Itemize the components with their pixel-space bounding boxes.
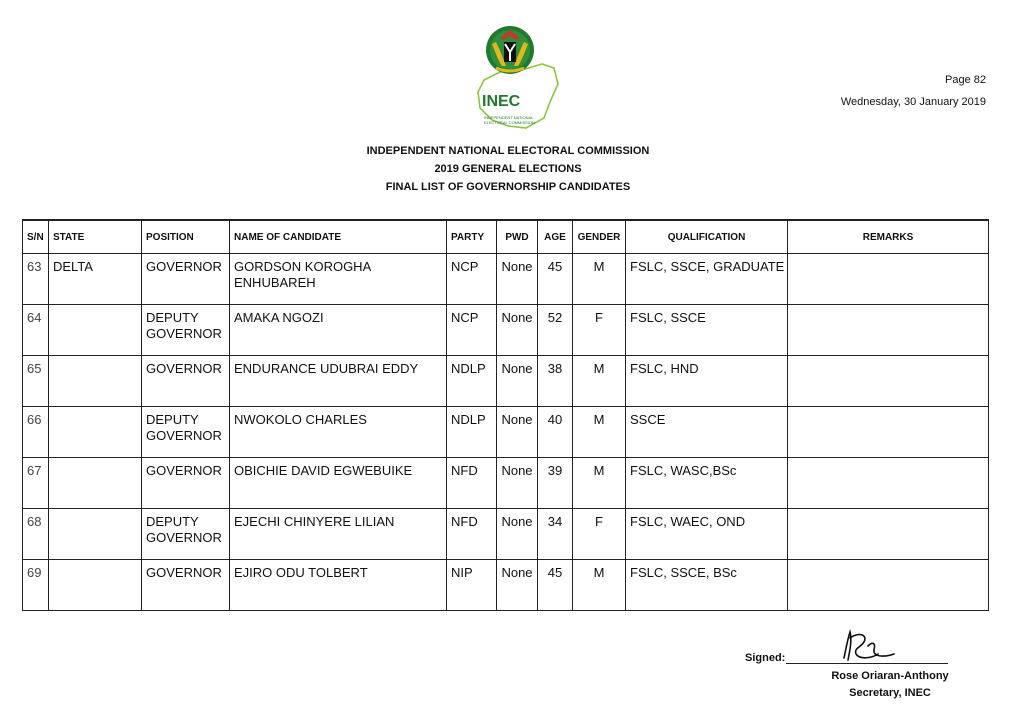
cell-state xyxy=(49,560,142,611)
cell-age: 39 xyxy=(538,458,573,509)
cell-age: 40 xyxy=(538,407,573,458)
cell-remarks xyxy=(788,407,989,458)
cell-age: 45 xyxy=(538,254,573,305)
cell-state: DELTA xyxy=(49,254,142,305)
header-gender: GENDER xyxy=(573,220,626,254)
table-row xyxy=(23,356,989,407)
cell-name: AMAKA NGOZI xyxy=(230,305,447,356)
cell-sn: 65 xyxy=(23,356,49,407)
cell-sn: 63 xyxy=(23,254,49,305)
cell-name: GORDSON KOROGHA ENHUBAREH xyxy=(230,254,447,305)
svg-text:INDEPENDENT NATIONAL: INDEPENDENT NATIONAL xyxy=(484,115,534,120)
cell-qualification: FSLC, SSCE, BSc xyxy=(626,560,788,611)
header-qualification: QUALIFICATION xyxy=(626,220,788,254)
cell-sn: 68 xyxy=(23,509,49,560)
cell-qualification: FSLC, WASC,BSc xyxy=(626,458,788,509)
table-row xyxy=(23,458,989,509)
cell-name: EJECHI CHINYERE LILIAN xyxy=(230,509,447,560)
header-pwd: PWD xyxy=(497,220,538,254)
cell-age: 34 xyxy=(538,509,573,560)
cell-gender: M xyxy=(573,560,626,611)
header-sn: S/N xyxy=(23,220,49,254)
cell-remarks xyxy=(788,509,989,560)
cell-pwd: None xyxy=(497,305,538,356)
cell-age: 52 xyxy=(538,305,573,356)
cell-party: NFD xyxy=(447,458,497,509)
cell-position: DEPUTY GOVERNOR xyxy=(142,305,230,356)
cell-qualification: FSLC, WAEC, OND xyxy=(626,509,788,560)
cell-remarks xyxy=(788,356,989,407)
table-row xyxy=(23,509,989,560)
cell-state xyxy=(49,356,142,407)
page-date: Wednesday, 30 January 2019 xyxy=(840,96,986,108)
cell-party: NCP xyxy=(447,254,497,305)
table-row xyxy=(23,305,989,356)
cell-position: DEPUTY GOVERNOR xyxy=(142,509,230,560)
cell-party: NCP xyxy=(447,305,497,356)
cell-pwd: None xyxy=(497,407,538,458)
candidates-table xyxy=(22,219,989,611)
table-row xyxy=(23,560,989,611)
cell-pwd: None xyxy=(497,254,538,305)
cell-remarks xyxy=(788,305,989,356)
cell-gender: F xyxy=(573,305,626,356)
cell-position: DEPUTY GOVERNOR xyxy=(142,407,230,458)
cell-position: GOVERNOR xyxy=(142,560,230,611)
cell-sn: 69 xyxy=(23,560,49,611)
cell-remarks xyxy=(788,458,989,509)
header-age: AGE xyxy=(538,220,573,254)
title-list: FINAL LIST OF GOVERNORSHIP CANDIDATES xyxy=(385,181,631,193)
header-party: PARTY xyxy=(447,220,497,254)
cell-pwd: None xyxy=(497,458,538,509)
cell-pwd: None xyxy=(497,356,538,407)
cell-gender: M xyxy=(573,407,626,458)
signature-line xyxy=(786,663,948,664)
signer-name: Rose Oriaran-Anthony xyxy=(831,670,949,682)
cell-name: EJIRO ODU TOLBERT xyxy=(230,560,447,611)
cell-name: NWOKOLO CHARLES xyxy=(230,407,447,458)
cell-qualification: SSCE xyxy=(626,407,788,458)
svg-text:INEC: INEC xyxy=(482,93,521,110)
table-row xyxy=(23,407,989,458)
cell-state xyxy=(49,458,142,509)
header-remarks: REMARKS xyxy=(788,220,989,254)
cell-party: NFD xyxy=(447,509,497,560)
cell-position: GOVERNOR xyxy=(142,254,230,305)
cell-name: OBICHIE DAVID EGWEBUIKE xyxy=(230,458,447,509)
cell-pwd: None xyxy=(497,509,538,560)
title-commission: INDEPENDENT NATIONAL ELECTORAL COMMISSION xyxy=(366,145,650,157)
header-position: POSITION xyxy=(142,220,230,254)
header-state: STATE xyxy=(49,220,142,254)
cell-sn: 66 xyxy=(23,407,49,458)
cell-age: 38 xyxy=(538,356,573,407)
handwritten-signature xyxy=(838,628,898,664)
cell-gender: M xyxy=(573,254,626,305)
document-titles xyxy=(0,142,1016,196)
cell-sn: 64 xyxy=(23,305,49,356)
cell-remarks xyxy=(788,560,989,611)
cell-state xyxy=(49,509,142,560)
cell-qualification: FSLC, HND xyxy=(626,356,788,407)
cell-pwd: None xyxy=(497,560,538,611)
svg-text:ELECTORAL COMMISSION: ELECTORAL COMMISSION xyxy=(484,120,535,125)
cell-qualification: FSLC, SSCE xyxy=(626,305,788,356)
cell-gender: M xyxy=(573,356,626,407)
cell-gender: M xyxy=(573,458,626,509)
table-header-row xyxy=(23,220,989,254)
cell-remarks xyxy=(788,254,989,305)
table-row xyxy=(23,254,989,305)
cell-party: NDLP xyxy=(447,356,497,407)
cell-party: NDLP xyxy=(447,407,497,458)
cell-state xyxy=(49,407,142,458)
cell-sn: 67 xyxy=(23,458,49,509)
cell-name: ENDURANCE UDUBRAI EDDY xyxy=(230,356,447,407)
cell-age: 45 xyxy=(538,560,573,611)
signed-label: Signed: xyxy=(745,652,786,664)
cell-gender: F xyxy=(573,509,626,560)
cell-state xyxy=(49,305,142,356)
cell-party: NIP xyxy=(447,560,497,611)
cell-position: GOVERNOR xyxy=(142,458,230,509)
page-number: Page 82 xyxy=(945,74,986,86)
cell-qualification: FSLC, SSCE, GRADUATE xyxy=(626,254,788,305)
title-elections: 2019 GENERAL ELECTIONS xyxy=(434,163,582,175)
header-name: NAME OF CANDIDATE xyxy=(230,220,447,254)
inec-logo xyxy=(470,24,562,138)
signer-title: Secretary, INEC xyxy=(849,687,931,699)
cell-position: GOVERNOR xyxy=(142,356,230,407)
